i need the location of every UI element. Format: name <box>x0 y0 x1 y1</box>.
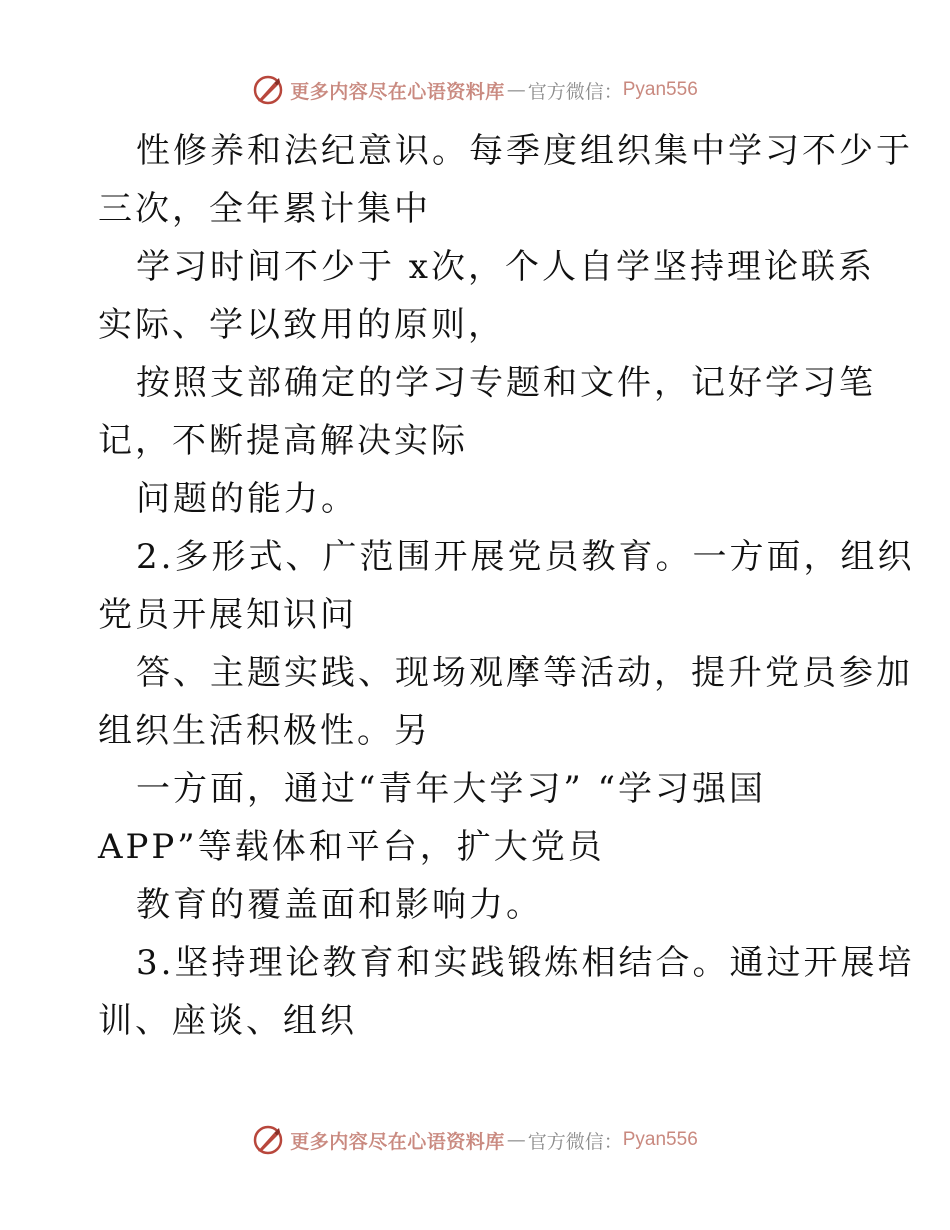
text-line: 三次，全年累计集中 <box>98 189 431 229</box>
text-line: 性修养和法纪意识。每季度组织集中学习不少于 <box>136 131 913 171</box>
text-line: 答、主题实践、现场观摩等活动，提升党员参加 <box>136 653 913 693</box>
text-line: 组织生活积极性。另 <box>98 711 431 751</box>
quill-pen-circle-icon <box>252 74 284 106</box>
text-line: 实际、学以致用的原则， <box>98 305 505 345</box>
watermark-sub-text: 官方微信： <box>527 80 623 103</box>
watermark-main-text: 更多内容尽在心语资料库 <box>290 1130 505 1153</box>
text-line: 2.多形式、广范围开展党员教育。一方面，组织 <box>136 537 915 577</box>
text-line: 一方面，通过“青年大学习” “学习强国 <box>136 769 766 809</box>
watermark-separator: — <box>506 1129 526 1151</box>
text-line: 3.坚持理论教育和实践锻炼相结合。通过开展培 <box>136 943 915 983</box>
text-line: 党员开展知识问 <box>98 595 357 635</box>
footer-watermark <box>0 1120 950 1160</box>
watermark-sub-text: 官方微信： <box>527 1130 623 1153</box>
text-line: 学习时间不少于 x次，个人自学坚持理论联系 <box>136 247 875 287</box>
text-line: 教育的覆盖面和影响力。 <box>136 885 543 925</box>
quill-pen-circle-icon <box>252 1124 284 1156</box>
text-line: 记，不断提高解决实际 <box>98 421 468 461</box>
watermark-wechat-id: Pyan556 <box>622 79 698 100</box>
header-watermark <box>0 70 950 110</box>
text-line: 按照支部确定的学习专题和文件，记好学习笔 <box>136 363 876 403</box>
watermark-main-text: 更多内容尽在心语资料库 <box>290 80 505 103</box>
text-line: 问题的能力。 <box>136 479 358 519</box>
text-line: APP”等载体和平台，扩大党员 <box>98 827 605 867</box>
watermark-wechat-id: Pyan556 <box>622 1129 698 1150</box>
text-line: 训、座谈、组织 <box>98 1001 357 1041</box>
watermark-separator: — <box>506 79 526 101</box>
